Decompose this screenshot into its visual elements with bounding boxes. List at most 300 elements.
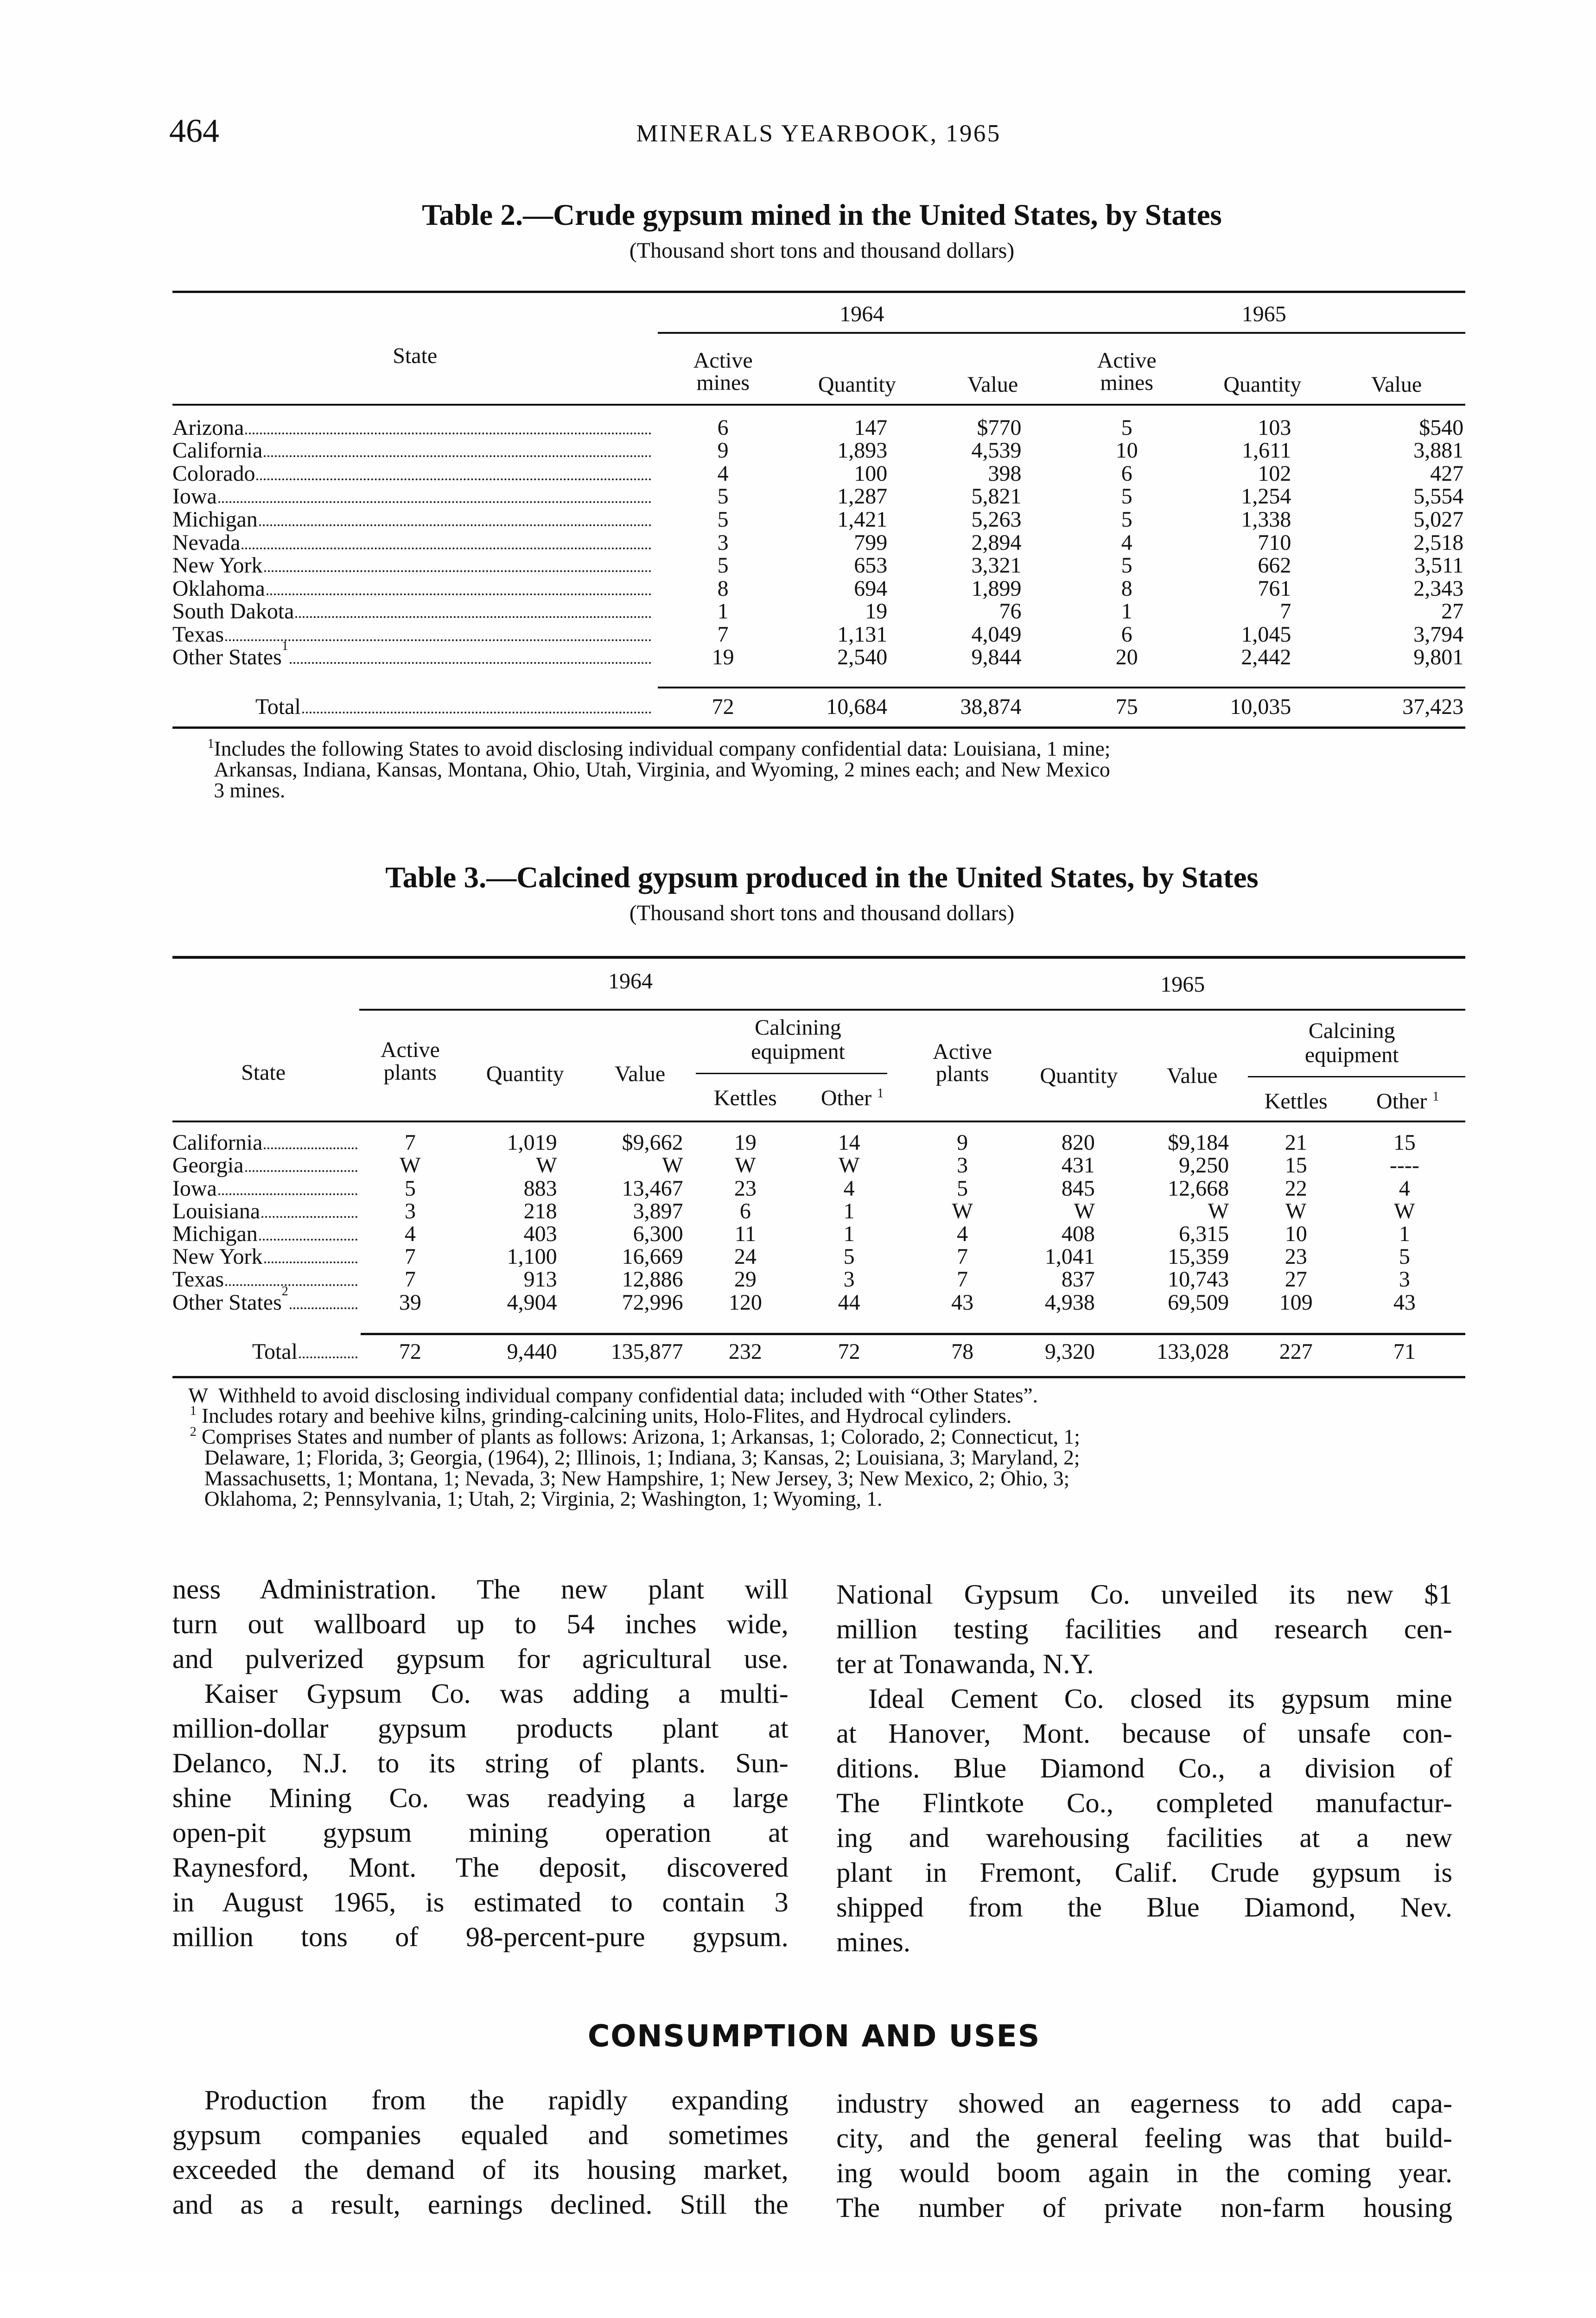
col-kettles: Kettles [1264, 1089, 1328, 1114]
table-cell: 5,554 [1413, 484, 1464, 509]
table-cell: 7 [957, 1244, 968, 1269]
table-cell: 4 [1121, 530, 1132, 555]
table-cell: 109 [1279, 1290, 1313, 1315]
table-cell: W [1394, 1198, 1415, 1223]
state-name: Other States [172, 645, 282, 670]
table-cell: 1 [843, 1222, 855, 1247]
text-line: ing would boom again in the coming year. [836, 2158, 1453, 2189]
state-name: Georgia [172, 1153, 244, 1178]
state-name: California [172, 1130, 263, 1155]
table-cell: $9,662 [622, 1130, 683, 1155]
dot-leader [245, 417, 651, 434]
table-cell: 4 [404, 1222, 416, 1247]
table-cell: W [662, 1153, 683, 1178]
text-line: turn out wallboard up to 54 inches wide, [172, 1609, 788, 1640]
table-cell: 710 [1258, 530, 1291, 555]
text-line: at Hanover, Mont. because of unsafe con- [836, 1718, 1453, 1749]
col-other-label: Other [1376, 1089, 1427, 1114]
table-cell: 4 [843, 1176, 855, 1201]
table-cell: 12,668 [1168, 1176, 1229, 1201]
table-cell: 5 [717, 507, 729, 532]
table-cell: 5 [717, 484, 729, 509]
table-cell: 4,904 [507, 1290, 557, 1315]
dot-leader [264, 1246, 358, 1263]
dot-leader [218, 485, 651, 503]
table-cell: 662 [1258, 553, 1291, 578]
state-label [172, 1284, 361, 1315]
col-active: mines [1100, 370, 1154, 395]
table-cell: 218 [523, 1198, 557, 1223]
section-heading: CONSUMPTION AND USES [587, 2019, 1041, 2054]
state-label [172, 578, 655, 600]
state-name: Michigan [172, 1222, 258, 1247]
table-cell: 120 [728, 1290, 762, 1315]
rule [172, 1121, 1465, 1122]
table-cell: 1,019 [507, 1130, 557, 1155]
table-cell: 27 [1284, 1267, 1307, 1292]
rule [359, 1009, 1465, 1011]
dot-leader [264, 1132, 357, 1149]
table-cell: 4,938 [1044, 1290, 1095, 1315]
col-calcining: Calcining [755, 1015, 841, 1040]
col-active: Active [693, 348, 753, 373]
table-3-footnote [190, 1427, 1080, 1447]
rule [696, 1073, 887, 1074]
table-cell: 1,338 [1241, 507, 1291, 532]
table-cell: 1 [1399, 1222, 1410, 1247]
total-cell: 78 [951, 1339, 974, 1364]
dot-leader [259, 1223, 357, 1241]
total-cell: 232 [728, 1339, 762, 1364]
text-line: plant in Fremont, Calif. Crude gypsum is [836, 1857, 1453, 1888]
table-cell: 27 [1441, 599, 1464, 624]
running-title: MINERALS YEARBOOK, 1965 [636, 120, 1001, 147]
table-cell: 837 [1061, 1267, 1095, 1292]
table-cell: 1,100 [507, 1244, 557, 1269]
footnote-mark: 1 [281, 639, 288, 654]
col-calcining: Calcining [1308, 1019, 1395, 1044]
footnote-mark: W [188, 1383, 209, 1407]
total-cell: 135,877 [610, 1339, 683, 1364]
dot-leader [242, 532, 651, 549]
dot-leader [256, 463, 651, 480]
col-other [788, 1087, 916, 1109]
dot-leader [299, 1341, 357, 1358]
table-3-footnote [190, 1406, 1011, 1426]
table-cell: 13,467 [622, 1176, 683, 1201]
col-value: Value [1167, 1063, 1218, 1088]
table-3-subtitle: (Thousand short tons and thousand dollars) [629, 900, 1015, 925]
state-label [172, 439, 655, 462]
table-3-footnote: Massachusetts, 1; Montana, 1; Nevada, 3; New Hampshire, 1; New Jersey, 3; New Mexico, 2; Ohio, 3; [204, 1466, 1070, 1490]
total-cell: 37,423 [1402, 694, 1464, 720]
text-line: ing and warehousing facilities at a new [836, 1822, 1453, 1853]
col-kettles: Kettles [713, 1085, 777, 1110]
table-cell: 11 [734, 1222, 756, 1247]
rule [1248, 1076, 1465, 1077]
table-cell: 398 [988, 461, 1022, 486]
table-cell: 15 [1393, 1130, 1416, 1155]
table-cell: 403 [523, 1222, 557, 1247]
rule [172, 956, 1465, 959]
state-name: Other States [172, 1290, 282, 1315]
text-line: city, and the general feeling was that build- [836, 2123, 1453, 2154]
total-cell: 72 [712, 694, 734, 720]
col-calcining: equipment [1304, 1042, 1399, 1067]
footnote-mark: 2 [281, 1284, 288, 1299]
table-cell: 408 [1061, 1222, 1095, 1247]
table-cell: 1,045 [1241, 622, 1291, 647]
state-label [172, 532, 655, 554]
table-cell: 431 [1061, 1153, 1095, 1178]
body-column-right [836, 1577, 1452, 1960]
col-calcining: equipment [751, 1039, 845, 1064]
state-name: Nevada [172, 530, 241, 555]
footnote-mark: 1 [1432, 1089, 1439, 1104]
table-cell: 102 [1258, 461, 1291, 486]
col-active: Active [933, 1039, 992, 1064]
table-cell: ---- [1389, 1153, 1419, 1178]
table-cell: 3,897 [633, 1198, 683, 1223]
table-cell: 7 [957, 1267, 968, 1292]
table-cell: 5,821 [971, 484, 1022, 509]
table-cell: 19 [865, 599, 888, 624]
text-line: and pulverized gypsum for agricultural use. [172, 1643, 788, 1675]
rule [172, 726, 1465, 729]
rule [172, 404, 1465, 406]
table-cell: 21 [1284, 1130, 1307, 1155]
table-cell: 3 [843, 1267, 855, 1292]
col-value: Value [1371, 372, 1422, 397]
state-name: New York [172, 1244, 263, 1269]
table-cell: 103 [1258, 415, 1291, 440]
text-line: The Flintkote Co., completed manufactur- [836, 1787, 1453, 1819]
table-cell: 3,321 [971, 553, 1022, 578]
table-3-footnote: Delaware, 1; Florida, 3; Georgia, (1964), 2; Illinois, 1; Indiana, 3; Kansas, 2; Louisiana, 3; Maryland, 2; [204, 1446, 1080, 1469]
section-column-right [836, 2086, 1452, 2225]
state-header: State [241, 1060, 286, 1085]
table-cell: 6,300 [633, 1222, 683, 1247]
state-name: California [172, 438, 263, 463]
state-label [172, 485, 655, 508]
table-cell: 69,509 [1168, 1290, 1229, 1315]
table-cell: 653 [854, 553, 888, 578]
table-cell: 9 [717, 438, 729, 463]
text-line: in August 1965, is estimated to contain 3 [172, 1887, 788, 1918]
table-cell: 15 [1284, 1153, 1307, 1178]
col-value: Value [614, 1062, 666, 1086]
table-cell: W [400, 1153, 421, 1178]
rule [172, 1376, 1465, 1379]
footnote-mark: 1 [207, 737, 214, 751]
rule [658, 332, 1465, 334]
col-quantity: Quantity [1040, 1063, 1118, 1088]
table-2-title: Table 2.—Crude gypsum mined in the United States, by States [422, 198, 1222, 232]
total-cell: 75 [1115, 694, 1138, 720]
state-label [172, 624, 655, 646]
col-other-label: Other [820, 1085, 872, 1110]
table-cell: 6 [739, 1198, 751, 1223]
table-cell: 4 [957, 1222, 968, 1247]
table-cell: 5 [1399, 1244, 1410, 1269]
footnote-text: Withheld to avoid disclosing individual company confidential data; included with “Other States”. [218, 1383, 1038, 1407]
state-name: Oklahoma [172, 576, 265, 601]
table-cell: 1,254 [1241, 484, 1291, 509]
table-cell: 4 [717, 461, 729, 486]
footnote-mark: 1 [877, 1086, 884, 1101]
table-cell: 22 [1284, 1176, 1307, 1201]
dot-leader [264, 554, 651, 572]
table-cell: 44 [838, 1290, 860, 1315]
text-line: Production from the rapidly expanding [204, 2085, 788, 2116]
table-cell: 913 [523, 1267, 557, 1292]
dot-leader [261, 1200, 357, 1218]
state-name: Michigan [172, 507, 258, 532]
table-cell: 76 [999, 599, 1022, 624]
footnote-mark: 2 [190, 1425, 197, 1439]
dot-leader [290, 646, 651, 664]
rule [172, 291, 1465, 293]
state-label [172, 600, 655, 623]
text-line: open-pit gypsum mining operation at [172, 1817, 788, 1849]
dot-leader [264, 439, 651, 457]
col-quantity: Quantity [1223, 372, 1302, 397]
section-column-left [172, 2083, 788, 2222]
table-cell: W [1208, 1198, 1229, 1223]
col-quantity: Quantity [486, 1062, 564, 1086]
col-active: plants [383, 1060, 437, 1085]
total-cell: 133,028 [1157, 1339, 1229, 1364]
dot-leader [225, 624, 651, 641]
state-label [172, 639, 655, 670]
year-header-1965: 1965 [1241, 302, 1286, 327]
table-2-footnote [208, 739, 1111, 759]
state-label [172, 417, 655, 439]
table-cell: 8 [1121, 576, 1132, 601]
total-cell: 72 [399, 1339, 421, 1364]
col-value: Value [967, 372, 1018, 397]
rule [658, 687, 1465, 689]
total-cell: 71 [1393, 1339, 1416, 1364]
table-cell: 7 [404, 1267, 416, 1292]
table-cell: 3,794 [1413, 622, 1464, 647]
table-cell: 23 [734, 1176, 757, 1201]
state-name: Texas [172, 1267, 224, 1292]
table-cell: $9,184 [1168, 1130, 1229, 1155]
state-label [252, 1341, 361, 1363]
table-cell: 1 [717, 599, 729, 624]
state-label [172, 554, 655, 577]
text-line: mines. [836, 1926, 910, 1958]
table-cell: 799 [854, 530, 888, 555]
state-label [172, 1200, 361, 1223]
table-cell: 1,131 [837, 622, 888, 647]
text-line: million tons of 98-percent-pure gypsum. [172, 1922, 788, 1953]
table-cell: 10 [1115, 438, 1138, 463]
table-cell: 694 [854, 576, 888, 601]
table-cell: 5 [957, 1176, 968, 1201]
table-3-footnote: Oklahoma, 2; Pennsylvania, 1; Utah, 2; Virginia, 2; Washington, 1; Wyoming, 1. [204, 1487, 883, 1511]
text-line: National Gypsum Co. unveiled its new $1 [836, 1579, 1453, 1610]
table-cell: 12,886 [622, 1267, 683, 1292]
table-cell: 5,027 [1413, 507, 1464, 532]
dot-leader [225, 1268, 357, 1286]
table-cell: 3,881 [1413, 438, 1464, 463]
table-cell: 16,669 [622, 1244, 683, 1269]
dot-leader [290, 1292, 357, 1309]
table-2-footnote: 3 mines. [214, 778, 286, 802]
table-cell: W [536, 1153, 557, 1178]
table-cell: 1,041 [1044, 1244, 1095, 1269]
dot-leader [267, 578, 651, 595]
table-cell: 72,996 [622, 1290, 683, 1315]
dot-leader [302, 696, 651, 713]
table-cell: 10,743 [1168, 1267, 1229, 1292]
year-header-1964: 1964 [608, 969, 653, 994]
table-cell: 14 [838, 1130, 860, 1155]
table-cell: 10 [1284, 1222, 1307, 1247]
col-quantity: Quantity [818, 372, 896, 397]
state-name: Total [255, 694, 301, 720]
table-cell: 19 [712, 645, 734, 670]
text-line: exceeded the demand of its housing market, [172, 2154, 788, 2186]
text-line: Kaiser Gypsum Co. was adding a multi- [204, 1678, 788, 1710]
col-active: mines [696, 370, 750, 395]
total-cell: 72 [838, 1339, 860, 1364]
table-cell: 1,611 [1242, 438, 1291, 463]
table-cell: 5 [843, 1244, 855, 1269]
table-cell: 3 [957, 1153, 968, 1178]
text-line: million testing facilities and research cen- [836, 1613, 1453, 1645]
table-cell: 39 [399, 1290, 421, 1315]
table-cell: $540 [1419, 415, 1464, 440]
footnote-text: Includes the following States to avoid disclosing individual company confidential data: Louisiana, 1 mine; [214, 737, 1111, 761]
table-cell: 3 [1399, 1267, 1410, 1292]
table-cell: 29 [734, 1267, 757, 1292]
state-label [172, 1268, 361, 1291]
table-cell: 4 [1399, 1176, 1410, 1201]
table-cell: W [1285, 1198, 1307, 1223]
dot-leader [245, 1154, 358, 1172]
table-cell: 5,263 [971, 507, 1022, 532]
text-line: gypsum companies equaled and sometimes [172, 2120, 788, 2151]
table-cell: 1 [1121, 599, 1132, 624]
table-cell: 9,801 [1413, 645, 1464, 670]
table-cell: W [1074, 1198, 1095, 1223]
total-cell: 10,035 [1230, 694, 1291, 720]
table-cell: $770 [977, 415, 1022, 440]
table-2-footnote: Arkansas, Indiana, Kansas, Montana, Ohio, Utah, Virginia, and Wyoming, 2 mines each; and New Mexico [214, 758, 1110, 781]
table-cell: 2,540 [837, 645, 888, 670]
table-cell: 2,518 [1413, 530, 1464, 555]
state-header: State [393, 343, 438, 368]
table-2-subtitle: (Thousand short tons and thousand dollars) [629, 238, 1015, 263]
col-active: Active [1097, 348, 1157, 373]
table-cell: 5 [1121, 507, 1132, 532]
state-label [172, 1246, 361, 1268]
table-cell: 427 [1430, 461, 1464, 486]
table-cell: 8 [717, 576, 729, 601]
state-name: Iowa [172, 484, 217, 509]
rule [361, 1333, 1465, 1335]
state-name: New York [172, 553, 263, 578]
table-cell: 3 [404, 1198, 416, 1223]
table-cell: 9,844 [971, 645, 1022, 670]
table-cell: 5 [1121, 553, 1132, 578]
table-cell: 1,287 [837, 484, 888, 509]
text-line: Raynesford, Mont. The deposit, discovered [172, 1852, 788, 1884]
page-number: 464 [169, 112, 219, 149]
state-label [172, 463, 655, 485]
text-line: million-dollar gypsum products plant at [172, 1713, 788, 1745]
table-cell: 43 [951, 1290, 974, 1315]
dot-leader [218, 1178, 357, 1195]
col-active: plants [935, 1062, 989, 1086]
state-label [255, 696, 655, 718]
table-cell: 20 [1115, 645, 1138, 670]
table-cell: W [952, 1198, 973, 1223]
table-cell: 883 [523, 1176, 557, 1201]
total-cell: 38,874 [960, 694, 1022, 720]
state-name: Colorado [172, 461, 255, 486]
text-line: Ideal Cement Co. closed its gypsum mine [868, 1683, 1453, 1714]
table-cell: 23 [1284, 1244, 1307, 1269]
total-cell: 9,320 [1044, 1339, 1095, 1364]
table-cell: 3 [717, 530, 729, 555]
table-cell: W [839, 1153, 860, 1178]
total-cell: 227 [1279, 1339, 1313, 1364]
state-name: Iowa [172, 1176, 217, 1201]
table-cell: 6,315 [1179, 1222, 1229, 1247]
table-cell: 4,539 [971, 438, 1022, 463]
footnote-mark: 1 [190, 1404, 197, 1419]
state-name: Louisiana [172, 1198, 261, 1223]
table-cell: 19 [734, 1130, 757, 1155]
state-name: Arizona [172, 415, 244, 440]
table-cell: 6 [717, 415, 729, 440]
table-cell: 5 [717, 553, 729, 578]
text-line: The number of private non-farm housing [836, 2192, 1453, 2223]
footnote-text: Comprises States and number of plants as follows: Arizona, 1; Arkansas, 1; Colorado, 2; Connecticut, 1; [202, 1425, 1080, 1448]
table-cell: 6 [1121, 461, 1132, 486]
year-header-1965: 1965 [1160, 972, 1205, 997]
table-cell: 1 [843, 1198, 855, 1223]
table-cell: 43 [1393, 1290, 1416, 1315]
text-line: shine Mining Co. was readying a large [172, 1783, 788, 1814]
text-line: industry showed an eagerness to add capa- [836, 2088, 1453, 2119]
table-cell: 15,359 [1168, 1244, 1229, 1269]
table-cell: 24 [734, 1244, 757, 1269]
col-other [1344, 1090, 1471, 1113]
col-active: Active [380, 1038, 440, 1063]
table-cell: 2,894 [971, 530, 1022, 555]
table-cell: 4,049 [971, 622, 1022, 647]
table-3-title: Table 3.—Calcined gypsum produced in the United States, by States [385, 860, 1259, 894]
table-cell: 7 [717, 622, 729, 647]
table-cell: 7 [404, 1130, 416, 1155]
total-cell: 9,440 [507, 1339, 557, 1364]
table-cell: 6 [1121, 622, 1132, 647]
footnote-text: Includes rotary and beehive kilns, grinding-calcining units, Holo-Flites, and Hydrocal cylinders. [202, 1404, 1012, 1428]
text-line: Delanco, N.J. to its string of plants. Sun- [172, 1748, 788, 1779]
table-cell: 2,442 [1241, 645, 1291, 670]
table-cell: 1,421 [837, 507, 888, 532]
state-name: Texas [172, 622, 224, 647]
state-name: South Dakota [172, 599, 294, 624]
state-label [172, 1223, 361, 1245]
text-line: shipped from the Blue Diamond, Nev. [836, 1891, 1453, 1923]
text-line: ter at Tonawanda, N.Y. [836, 1648, 1094, 1680]
